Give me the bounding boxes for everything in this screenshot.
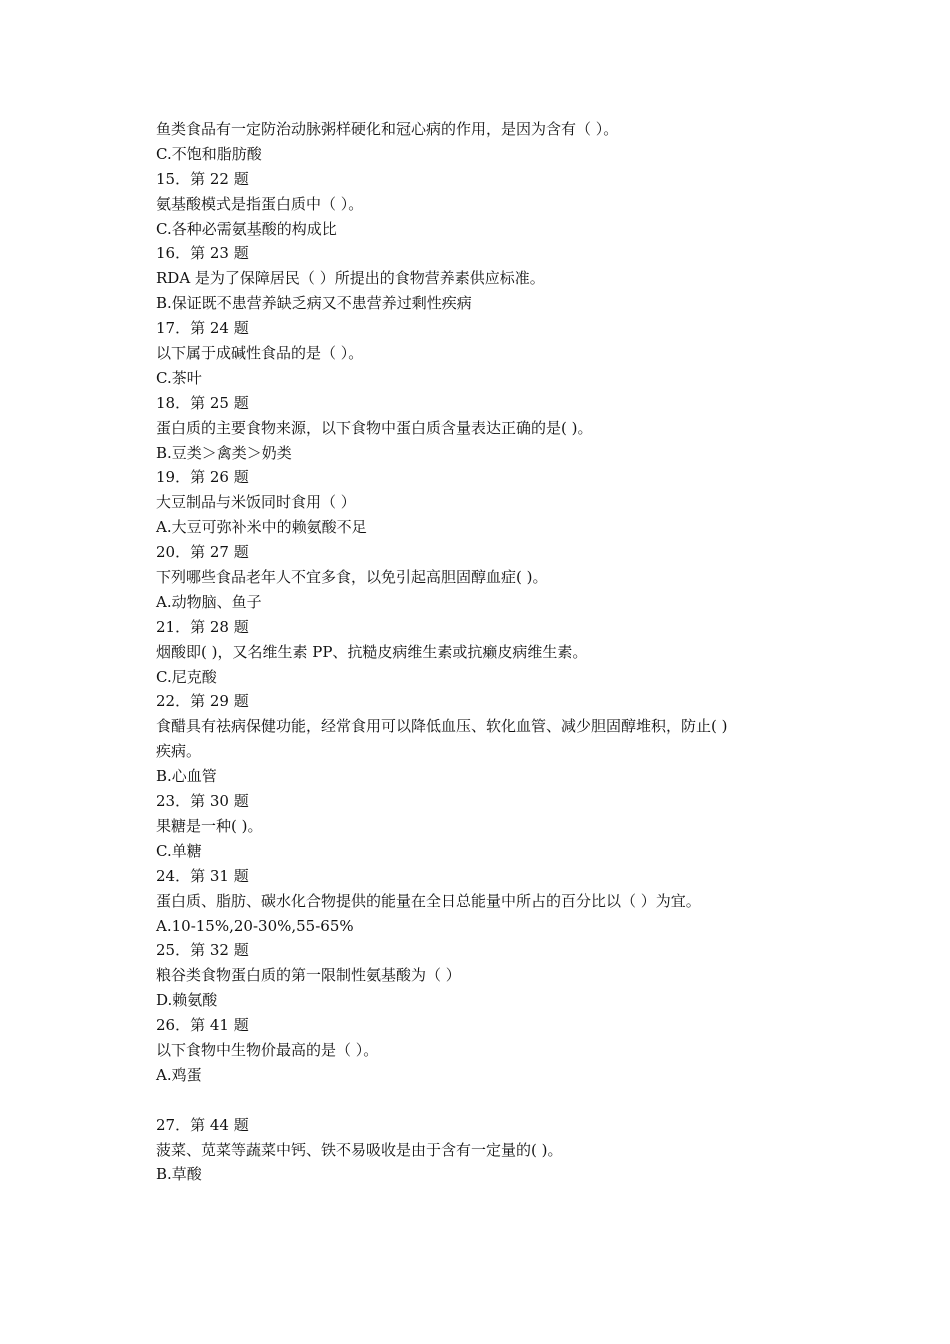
answer-text: C.不饱和脂肪酸 [156,144,262,163]
question-number: 15．第 22 题 [156,169,249,188]
question-text: 烟酸即( )，又名维生素 PP、抗糙皮病维生素或抗癞皮病维生素。 [156,642,588,661]
answer-text: D.赖氨酸 [156,991,218,1010]
question-text: 蛋白质、脂肪、碳水化合物提供的能量在全日总能量中所占的百分比以（ ）为宜。 [156,891,701,910]
answer-text: C.各种必需氨基酸的构成比 [156,219,337,238]
question-text: 氨基酸模式是指蛋白质中（ ）。 [156,194,364,213]
question-number: 18．第 25 题 [156,393,249,412]
answer-text: C.茶叶 [156,368,202,387]
question-number: 26．第 41 题 [156,1016,249,1035]
answer-text: A.动物脑、鱼子 [156,592,262,611]
answer-text: C.单糖 [156,841,202,860]
question-text: 下列哪些食品老年人不宜多食，以免引起高胆固醇血症( )。 [156,568,548,587]
question-text: 鱼类食品有一定防治动脉粥样硬化和冠心病的作用，是因为含有（ ）。 [156,120,619,138]
question-text: 菠菜、苋菜等蔬菜中钙、铁不易吸收是由于含有一定量的( )。 [156,1140,563,1159]
question-number: 22．第 29 题 [156,692,249,711]
answer-text: C.尼克酸 [156,667,217,686]
question-number: 20．第 27 题 [156,543,249,562]
question-number: 23．第 30 题 [156,792,249,811]
question-number: 27．第 44 题 [156,1115,249,1134]
question-number: 19．第 26 题 [156,468,249,487]
answer-text: B.保证既不患营养缺乏病又不患营养过剩性疾病 [156,294,472,313]
question-text: RDA 是为了保障居民（ ）所提出的食物营养素供应标准。 [156,269,545,288]
question-text-continued: 疾病。 [156,742,202,761]
question-text: 以下食物中生物价最高的是（ ）。 [156,1040,379,1059]
answer-text: A.10-15%,20-30%,55-65% [156,916,354,935]
answer-text: A.大豆可弥补米中的赖氨酸不足 [156,518,367,537]
blank-line [156,1088,806,1113]
answer-text: A.鸡蛋 [156,1065,202,1084]
document-body [156,117,806,1187]
answer-text: B.草酸 [156,1165,202,1184]
question-text: 大豆制品与米饭同时食用（ ） [156,493,356,512]
question-number: 25．第 32 题 [156,941,249,960]
question-text: 粮谷类食物蛋白质的第一限制性氨基酸为（ ） [156,966,461,985]
answer-text: B.心血管 [156,767,217,786]
question-text: 以下属于成碱性食品的是（ ）。 [156,344,364,363]
question-number: 17．第 24 题 [156,319,249,338]
question-text: 果糖是一种( )。 [156,816,263,835]
question-number: 16．第 23 题 [156,244,249,263]
question-text: 蛋白质的主要食物来源，以下食物中蛋白质含量表达正确的是( )。 [156,418,593,437]
answer-text: B.豆类＞禽类＞奶类 [156,443,292,462]
question-number: 24．第 31 题 [156,866,249,885]
question-text: 食醋具有祛病保健功能，经常食用可以降低血压、软化血管、减少胆固醇堆积，防止( ) [156,717,728,736]
question-number: 21．第 28 题 [156,617,249,636]
